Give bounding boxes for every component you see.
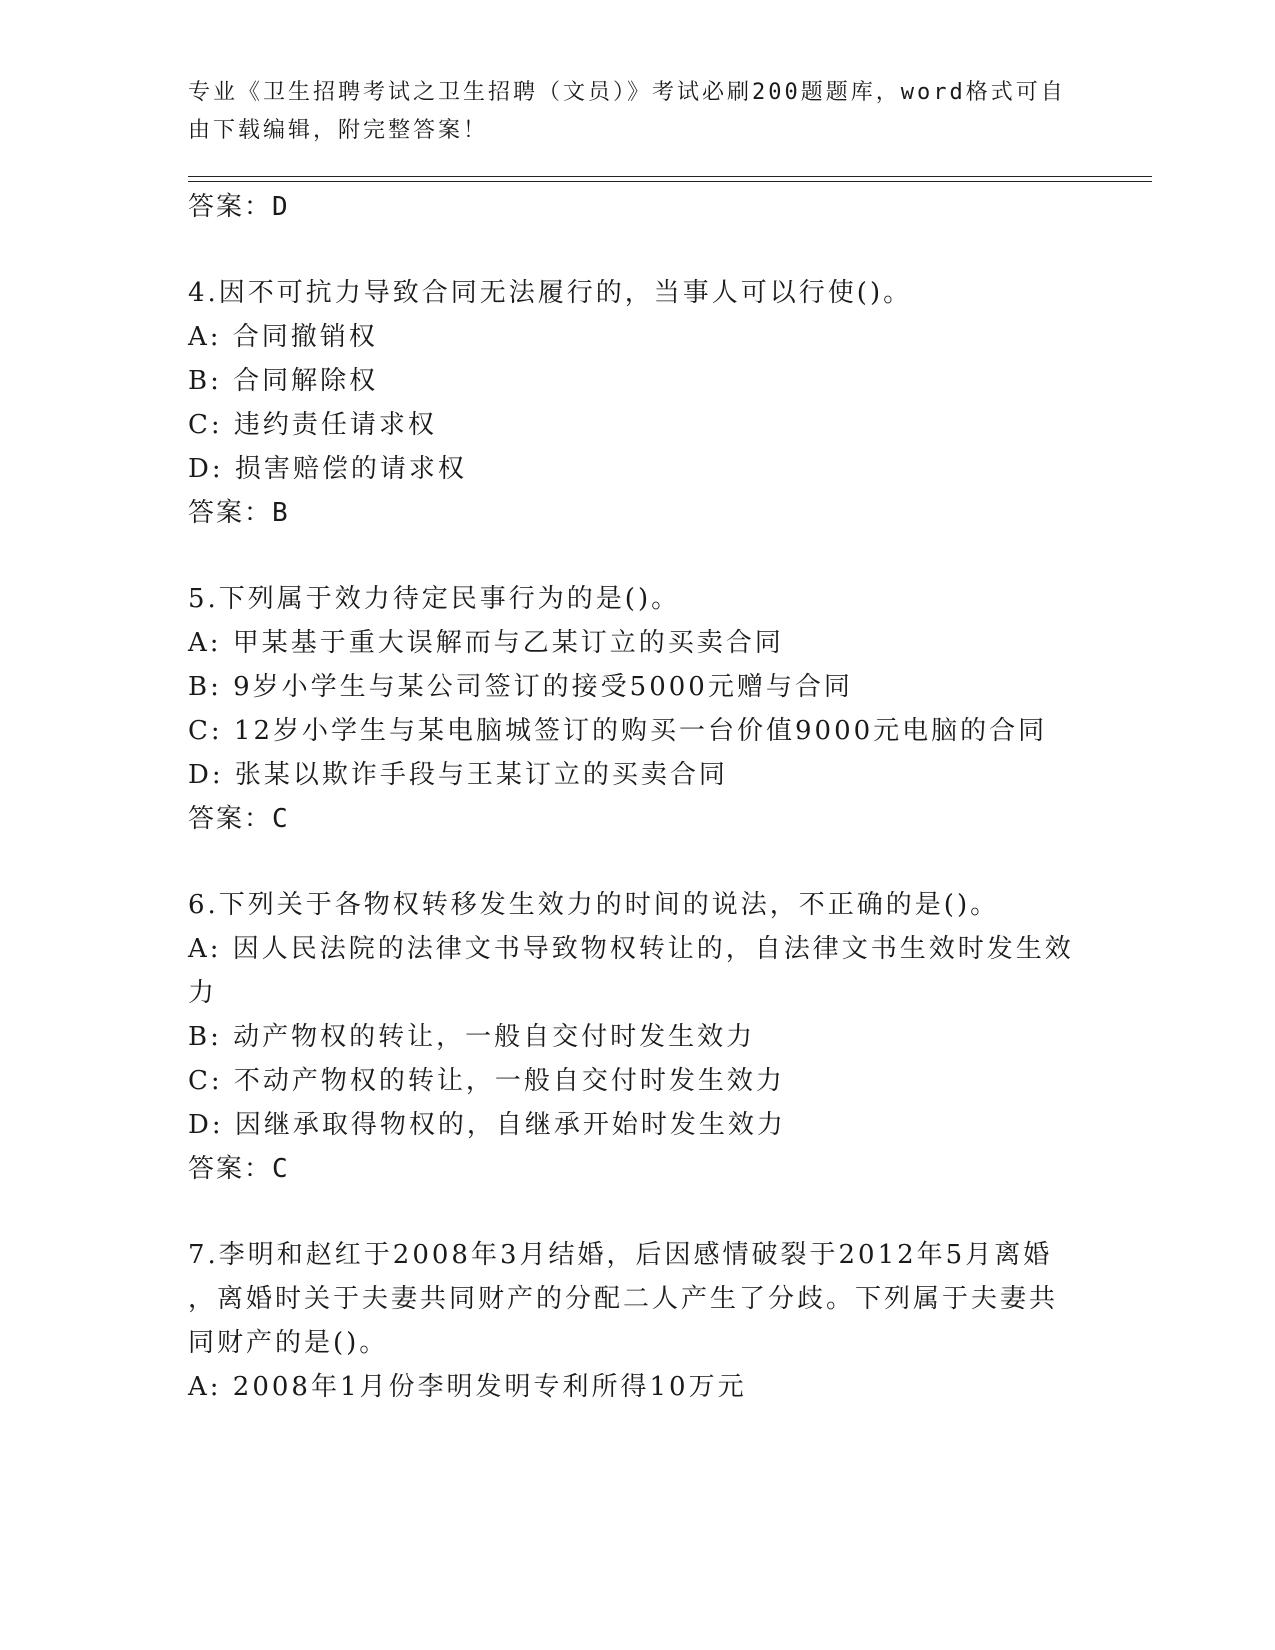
- question-7-option-a: A: 2008年1月份李明发明专利所得10万元: [188, 1372, 747, 1402]
- question-6-option-a-line-2: 力: [188, 978, 218, 1008]
- question-4-option-a: A: 合同撤销权: [188, 322, 378, 352]
- question-7-stem-line-1: 7.李明和赵红于2008年3月结婚，后因感情破裂于2012年5月离婚: [188, 1240, 1053, 1270]
- question-4-option-d: D: 损害赔偿的请求权: [188, 454, 467, 484]
- question-4-stem: 4.因不可抗力导致合同无法履行的，当事人可以行使()。: [188, 278, 913, 308]
- question-6-option-a-line-1: A: 因人民法院的法律文书导致物权转让的，自法律文书生效时发生效: [188, 934, 1074, 964]
- question-6-answer: 答案：C: [188, 1154, 290, 1184]
- header-line-2: 由下载编辑，附完整答案！: [188, 118, 489, 143]
- question-7-stem-line-2: ，离婚时关于夫妻共同财产的分配二人产生了分歧。下列属于夫妻共: [188, 1284, 1059, 1314]
- question-6-option-c: C: 不动产物权的转让，一般自交付时发生效力: [188, 1066, 785, 1096]
- header-line-1: 专业《卫生招聘考试之卫生招聘（文员）》考试必刷200题题库，word格式可自: [188, 80, 1066, 105]
- question-4-option-b: B: 合同解除权: [188, 366, 379, 396]
- document-header: [188, 74, 1068, 150]
- question-5-option-b: B: 9岁小学生与某公司签订的接受5000元赠与合同: [188, 672, 853, 702]
- question-5-option-c: C: 12岁小学生与某电脑城签订的购买一台价值9000元电脑的合同: [188, 716, 1048, 746]
- header-divider-top: [188, 176, 1152, 177]
- question-5-option-a: A: 甲某基于重大误解而与乙某订立的买卖合同: [188, 628, 784, 658]
- question-5-option-d: D: 张某以欺诈手段与王某订立的买卖合同: [188, 760, 728, 790]
- question-6-option-d: D: 因继承取得物权的，自继承开始时发生效力: [188, 1110, 786, 1140]
- question-4-option-c: C: 违约责任请求权: [188, 410, 437, 440]
- question-5-answer: 答案：C: [188, 804, 290, 834]
- question-7-stem-line-3: 同财产的是()。: [188, 1328, 389, 1358]
- question-6-stem: 6.下列关于各物权转移发生效力的时间的说法，不正确的是()。: [188, 890, 1000, 920]
- question-4-answer: 答案：B: [188, 498, 290, 528]
- previous-answer: 答案：D: [188, 192, 290, 222]
- question-6-option-b: B: 动产物权的转让，一般自交付时发生效力: [188, 1022, 756, 1052]
- question-5-stem: 5.下列属于效力待定民事行为的是()。: [188, 584, 681, 614]
- header-divider-bottom: [188, 181, 1152, 182]
